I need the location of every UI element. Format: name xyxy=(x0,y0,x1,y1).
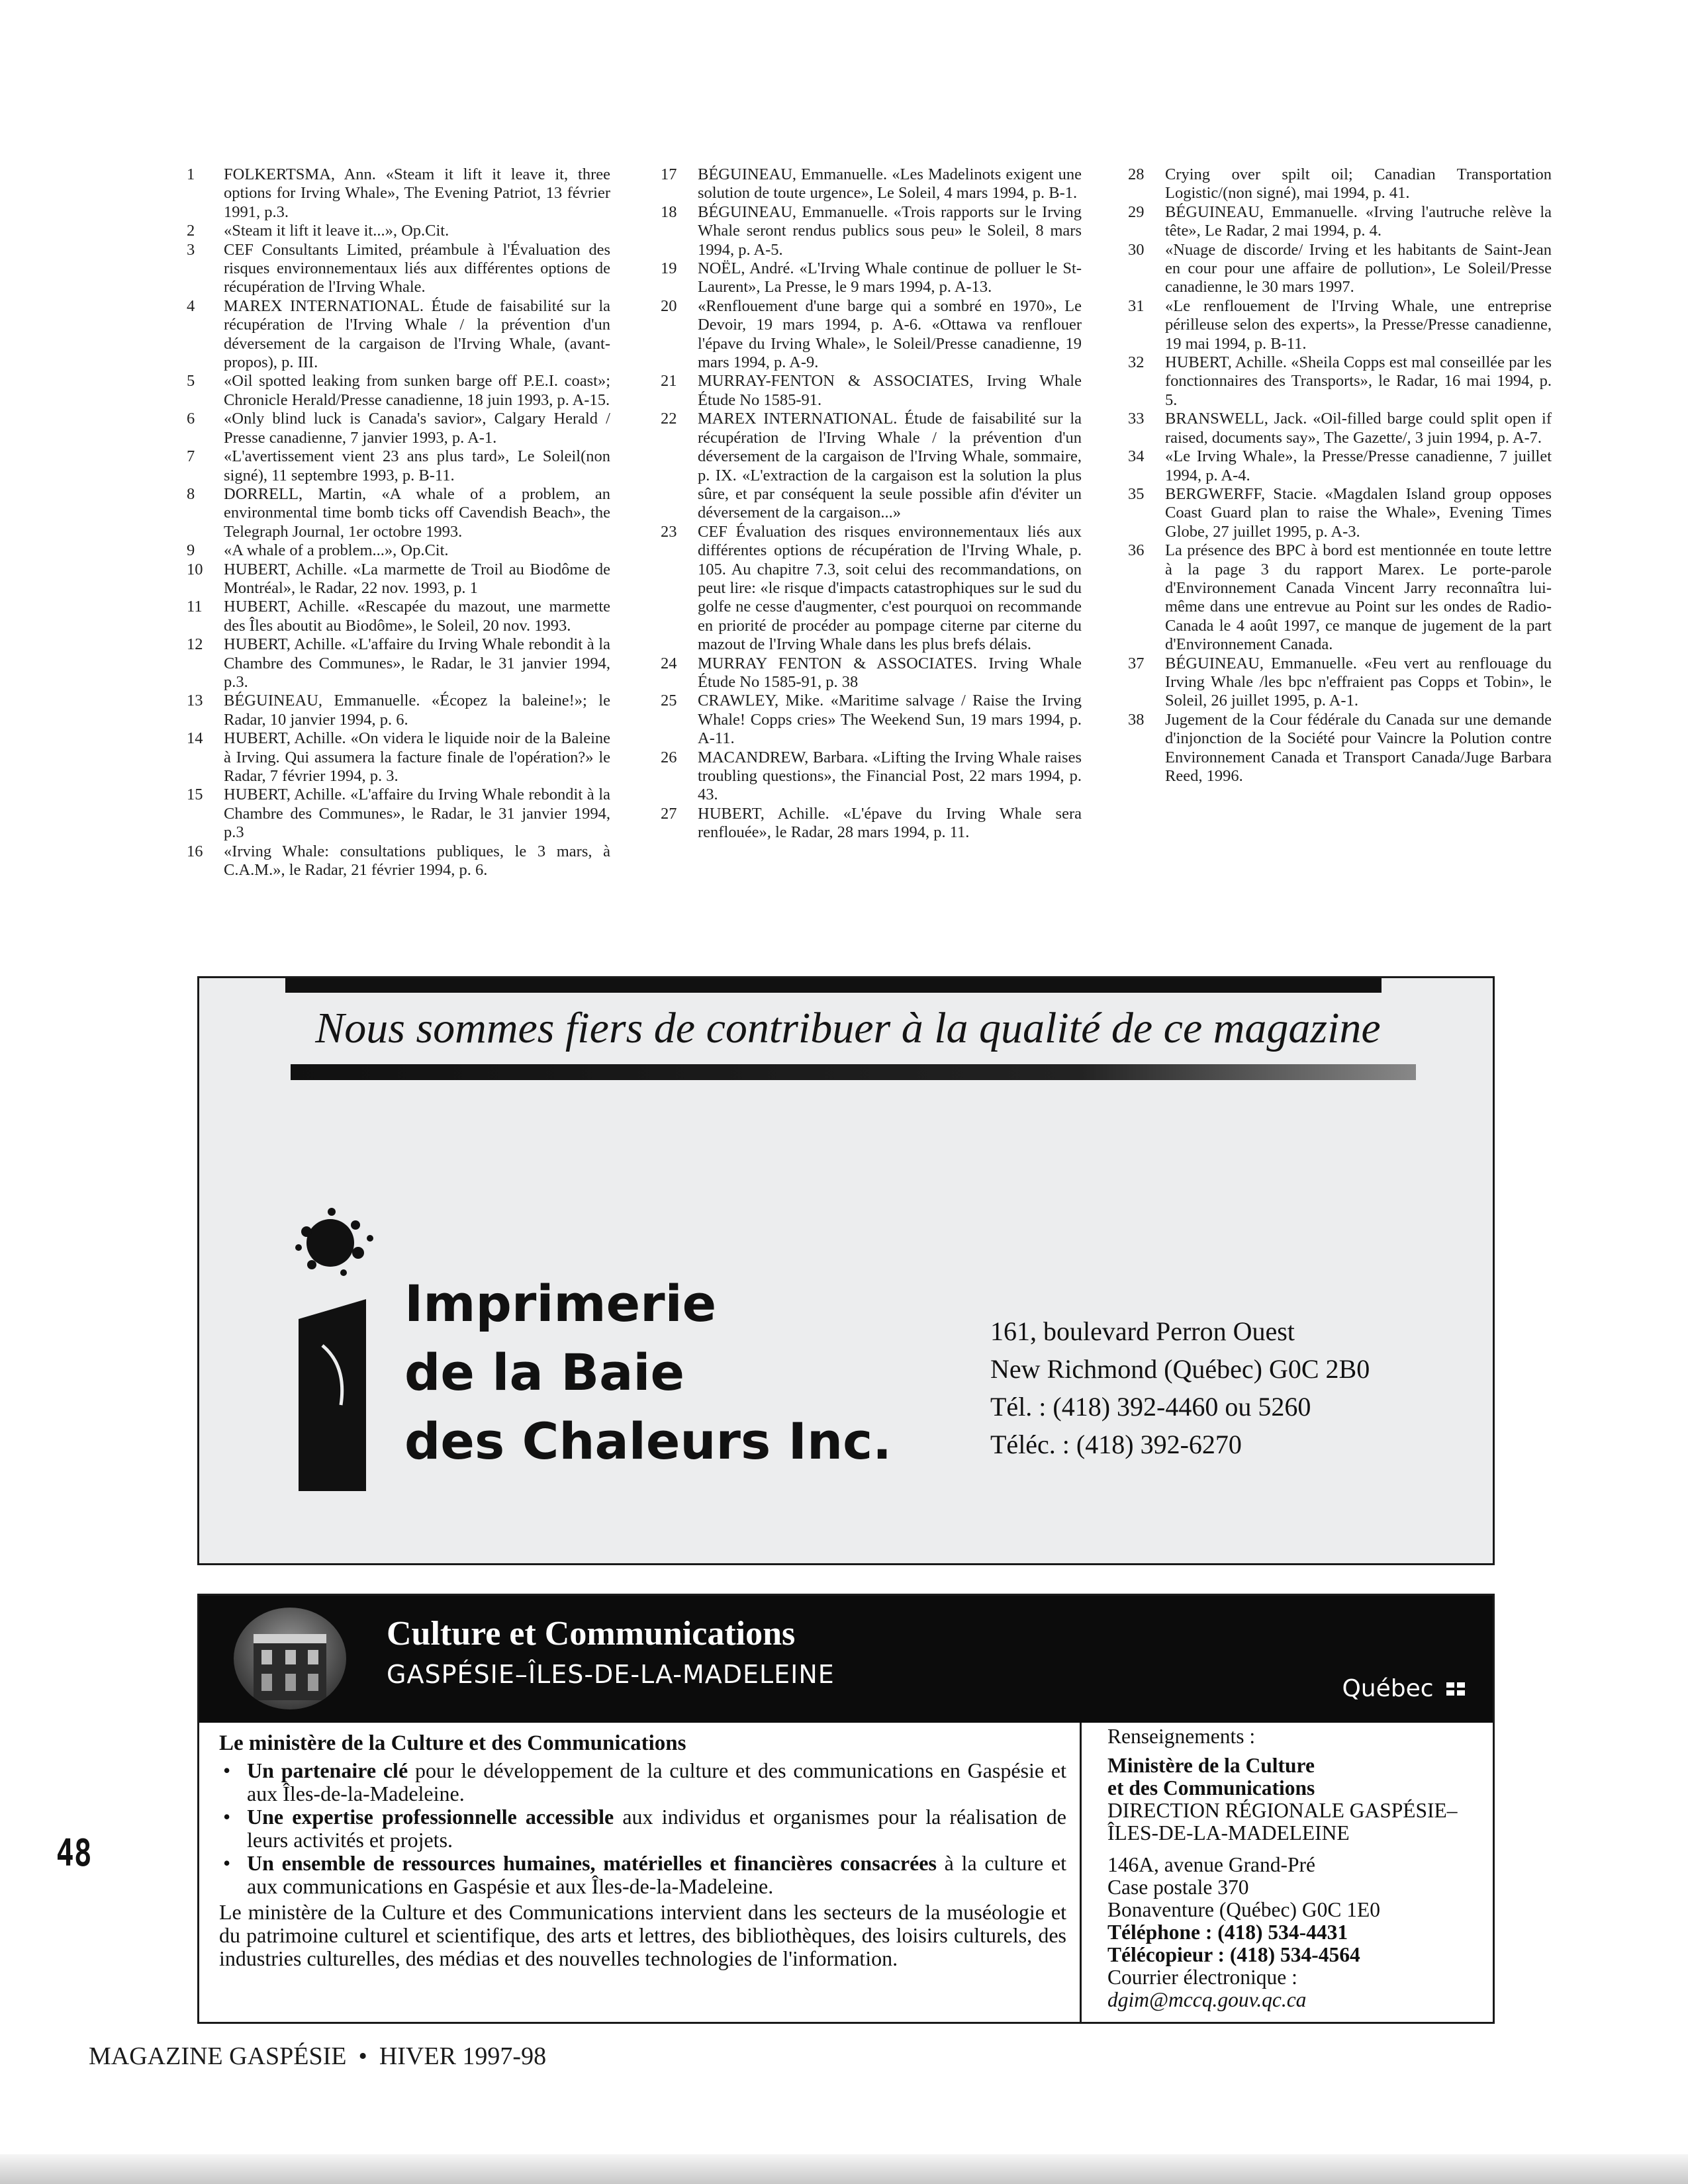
footnote-text: HUBERT, Achille. «On videra le liquide noir de la Baleine à Irving. Qui assumera la facture finale de l'opération?» le Radar, 7 février 1994, p. 3. xyxy=(224,729,610,785)
footnote-number: 34 xyxy=(1128,447,1145,466)
footnote xyxy=(661,259,1082,297)
footnote xyxy=(1128,297,1552,353)
footnote-number: 3 xyxy=(187,240,195,259)
org-name-1: Ministère de la Culture xyxy=(1107,1754,1315,1777)
footnote-text: «Irving Whale: consultations publiques, le 3 mars, à C.A.M.», le Radar, 21 février 1994, p. 6. xyxy=(224,842,610,880)
footnote-number: 15 xyxy=(187,786,203,804)
footnote xyxy=(187,410,610,447)
footnote-number: 5 xyxy=(187,372,195,390)
bullet-text: à la culture et aux communications en Gaspésie et aux Îles-de-la-Madeleine. xyxy=(247,1851,1067,1898)
footnote-number: 6 xyxy=(187,410,195,428)
footnote xyxy=(1128,655,1552,711)
city-postal: New Richmond (Québec) G0C 2B0 xyxy=(990,1354,1370,1384)
footnote-number: 11 xyxy=(187,598,203,616)
ad-divider-bar xyxy=(291,1064,1416,1080)
footnote xyxy=(1128,353,1552,410)
footnote xyxy=(1128,485,1552,541)
footnote-text: «Nuage de discorde/ Irving et les habitants de Saint-Jean en cour pour une affaire de pollution», Le Soleil/Presse canadienne, le 30 mars 1997. xyxy=(1165,240,1552,296)
footnote-number: 25 xyxy=(661,692,677,710)
footnote-text: DORRELL, Martin, «A whale of a problem, an environmental time bomb ticks off Cavendish Beach», the Telegraph Journal, 1er octobre 1993. xyxy=(224,484,610,541)
footnote xyxy=(187,447,610,485)
footnote xyxy=(187,729,610,786)
footnote-number: 31 xyxy=(1128,296,1145,315)
footnote-number: 9 xyxy=(187,541,195,560)
footnote-number: 26 xyxy=(661,748,677,766)
footnote xyxy=(187,241,610,297)
email-address[interactable]: dgim@mccq.gouv.qc.ca xyxy=(1107,1988,1307,2011)
footnote-text: HUBERT, Achille. «L'épave du Irving Whale sera renflouée», le Radar, 28 mars 1994, p. 11. xyxy=(698,804,1082,842)
footnote-number: 19 xyxy=(661,259,677,278)
org-name-2: et des Communications xyxy=(1107,1776,1315,1799)
email-label: Courrier électronique : xyxy=(1107,1966,1297,1989)
footnote xyxy=(187,692,610,729)
footnote-text: MAREX INTERNATIONAL. Étude de faisabilité sur la récupération de l'Irving Whale / la prévention d'un déversement de la cargaison de l'Irving Whale, sommaire, p. IX. «L'extraction de la cargaison est la solution la plus sûre, et par conséquent la seule possible afin d'éviter un déversement de la cargaison...» xyxy=(698,410,1082,522)
footnote xyxy=(661,165,1082,203)
footnote-number: 8 xyxy=(187,484,195,503)
footnote-number: 4 xyxy=(187,296,195,315)
footnote xyxy=(661,805,1082,842)
ad-title: Culture et Communications xyxy=(387,1615,796,1653)
footnote-text: BÉGUINEAU, Emmanuelle. «Trois rapports sur le Irving Whale seront rendus publics sous peu» le Soleil, 8 mars 1994, p. A-5. xyxy=(698,203,1082,259)
footnote-number: 13 xyxy=(187,692,203,710)
bullet-bold: Une expertise professionnelle accessible xyxy=(247,1805,614,1829)
footnote-text: «Le renflouement de l'Irving Whale, une entreprise périlleuse selon des experts», la Presse/Presse canadienne, 19 mai 1994, p. B-11. xyxy=(1165,296,1552,353)
footnote-number: 12 xyxy=(187,635,203,654)
street-address: 161, boulevard Perron Ouest xyxy=(990,1316,1295,1346)
footnote-text: HUBERT, Achille. «Rescapée du mazout, une marmette des Îles aboutit au Biodôme», le Soleil, 20 nov. 1993. xyxy=(224,598,610,635)
bullet-text: pour le développement de la culture et des communications en Gaspésie et aux Îles-de-la-Madeleine. xyxy=(247,1758,1067,1805)
footnote-text: MACANDREW, Barbara. «Lifting the Irving Whale raises troubling questions», the Financial Post, 22 mars 1994, p. 43. xyxy=(698,748,1082,804)
footnote-number: 2 xyxy=(187,222,195,240)
ad-slogan: Nous sommes fiers de contribuer à la qualité de ce magazine xyxy=(315,1004,1381,1052)
footnote-text: MURRAY-FENTON & ASSOCIATES, Irving Whale Étude No 1585-91. xyxy=(698,372,1082,409)
ad-subtitle: GASPÉSIE–ÎLES-DE-LA-MADELEINE xyxy=(387,1660,835,1689)
ministry-bullets xyxy=(219,1759,1066,1898)
footnote-text: «A whale of a problem...», Op.Cit. xyxy=(224,541,449,560)
footnote-text: «Le Irving Whale», la Presse/Presse canadienne, 7 juillet 1994, p. A-4. xyxy=(1165,447,1552,484)
email-line xyxy=(1107,1966,1485,2011)
company-name-line-2: de la Baie xyxy=(404,1343,685,1402)
footnote xyxy=(187,222,610,240)
footnote xyxy=(187,485,610,541)
company-address xyxy=(990,1312,1370,1463)
footnote xyxy=(187,598,610,635)
ministry-description xyxy=(219,1732,1066,1970)
company-name xyxy=(404,1269,892,1476)
footnote-number: 7 xyxy=(187,447,195,466)
footnotes-column-2 xyxy=(661,165,1082,842)
footnote-text: BRANSWELL, Jack. «Oil-filled barge could split open if raised, documents say», The Gazette/, 3 juin 1994, p. A-7. xyxy=(1165,410,1552,447)
bullet-item xyxy=(219,1805,1066,1852)
address-line-3: Bonaventure (Québec) G0C 1E0 xyxy=(1107,1898,1380,1921)
footnote-text: BERGWERFF, Stacie. «Magdalen Island group opposes Coast Guard plan to raise the Whale», Evening Times Globe, 27 juillet 1995, p. A-3. xyxy=(1165,484,1552,541)
footnote-text: MURRAY FENTON & ASSOCIATES. Irving Whale Étude No 1585-91, p. 38 xyxy=(698,654,1082,691)
footnote-number: 22 xyxy=(661,410,677,428)
footnote-text: «Only blind luck is Canada's savior», Calgary Herald / Presse canadienne, 7 janvier 1993, p. A-1. xyxy=(224,410,610,447)
footnote xyxy=(187,165,610,222)
footnote-text: «Oil spotted leaking from sunken barge off P.E.I. coast»; Chronicle Herald/Presse canadienne, 18 juin 1993, p. A-15. xyxy=(224,372,610,409)
footnote-number: 1 xyxy=(187,165,195,183)
magazine-name: MAGAZINE GASPÉSIE xyxy=(89,2042,347,2070)
footnote-number: 28 xyxy=(1128,165,1145,183)
ad-header xyxy=(199,1596,1493,1723)
footnote-text: «Steam it lift it leave it...», Op.Cit. xyxy=(224,222,449,240)
footnote-number: 27 xyxy=(661,804,677,823)
footnote-number: 17 xyxy=(661,165,677,183)
footnote xyxy=(1128,541,1552,654)
footnote xyxy=(1128,410,1552,447)
footnote-number: 24 xyxy=(661,654,677,672)
ad-top-bar xyxy=(285,978,1382,993)
issue-name: HIVER 1997-98 xyxy=(379,2042,547,2070)
imprimerie-logo-icon xyxy=(292,1206,378,1491)
footnote-text: HUBERT, Achille. «Sheila Copps est mal conseillée par les fonctionnaires des Transports», le Radar, 16 mai 1994, p. 5. xyxy=(1165,353,1552,409)
quebec-wordmark: Québec xyxy=(1342,1675,1434,1702)
footnote xyxy=(661,372,1082,410)
page-edge-shadow xyxy=(0,2154,1688,2184)
footer-bullet: • xyxy=(358,2042,367,2070)
column-divider xyxy=(1080,1723,1082,2024)
phone-number: Tél. : (418) 392-4460 ou 5260 xyxy=(990,1392,1311,1422)
footnote xyxy=(661,692,1082,748)
page-footer xyxy=(89,2042,546,2071)
building-photo xyxy=(234,1608,346,1709)
footnote-text: BÉGUINEAU, Emmanuelle. «Les Madelinots exigent une solution de toute urgence», Le Soleil, 4 mars 1994, p. B-1. xyxy=(698,165,1082,203)
footnote xyxy=(187,297,610,373)
footnote-text: HUBERT, Achille. «L'affaire du Irving Whale rebondit à la Chambre des Communes», le Radar, le 31 janvier 1994, p.3 xyxy=(224,786,610,842)
footnote xyxy=(661,297,1082,373)
footnotes-column-3 xyxy=(1128,165,1552,786)
footnote-number: 38 xyxy=(1128,710,1145,729)
footnote-number: 18 xyxy=(661,203,677,221)
footnote-number: 20 xyxy=(661,296,677,315)
telecopier: Télécopieur : (418) 534-4564 xyxy=(1107,1943,1360,1966)
footnote xyxy=(661,410,1082,522)
imprimerie-ad xyxy=(197,976,1495,1565)
footnote-number: 10 xyxy=(187,560,203,578)
footnote xyxy=(187,786,610,842)
footnote xyxy=(661,203,1082,259)
fleur-de-lis-flag-icon xyxy=(1446,1682,1466,1697)
footnote-text: MAREX INTERNATIONAL. Étude de faisabilité sur la récupération de l'Irving Whale / la prévention d'un déversement de la cargaison de l'Irving Whale, (avant-propos), p. III. xyxy=(224,296,610,372)
footnote-number: 21 xyxy=(661,372,677,390)
info-label: Renseignements : xyxy=(1107,1725,1256,1748)
footnote-text: La présence des BPC à bord est mentionnée en toute lettre à la page 3 du rapport Marex. Le porte-parole d'Environnement Canada Vincent Jarry reconnaîtra lui-même dans une entrevue au Point sur les ondes de Radio-Canada le 4 août 1997, ce manque de jugement de la part d'Environnement Canada. xyxy=(1165,541,1552,654)
footnote-text: HUBERT, Achille. «La marmette de Troil au Biodôme de Montréal», le Radar, 22 nov. 1993, p. 1 xyxy=(224,560,610,597)
footnote xyxy=(661,655,1082,692)
contact-info xyxy=(1107,1725,1485,2011)
footnote-number: 14 xyxy=(187,729,203,748)
footnote-number: 30 xyxy=(1128,240,1145,259)
footnote xyxy=(187,842,610,880)
bullet-bold: Un ensemble de ressources humaines, matérielles et financières consacrées xyxy=(247,1851,937,1875)
footnote-text: Jugement de la Cour fédérale du Canada sur une demande d'injonction de la Société pour Vaincre la Polution contre Environnement Canada et Transport Canada/Juge Barbara Reed, 1996. xyxy=(1165,710,1552,785)
footnote-text: «L'avertissement vient 23 ans plus tard», Le Soleil(non signé), 11 septembre 1993, p. B-11. xyxy=(224,447,610,484)
footnote-number: 29 xyxy=(1128,203,1145,221)
footnote xyxy=(187,561,610,598)
footnote-text: CRAWLEY, Mike. «Maritime salvage / Raise the Irving Whale! Copps cries» The Weekend Sun, 19 mars 1994, p. A-11. xyxy=(698,692,1082,748)
company-name-line-3: des Chaleurs Inc. xyxy=(404,1412,892,1471)
dept-name-1: DIRECTION RÉGIONALE GASPÉSIE– xyxy=(1107,1799,1458,1822)
footnote-number: 33 xyxy=(1128,410,1145,428)
bullet-text: aux individus et organismes pour la réalisation de leurs activités et projets. xyxy=(247,1805,1067,1852)
dept-name-2: ÎLES-DE-LA-MADELEINE xyxy=(1107,1821,1350,1844)
footnote-number: 32 xyxy=(1128,353,1145,372)
footnote xyxy=(187,541,610,560)
footnote xyxy=(661,749,1082,805)
telephone: Téléphone : (418) 534-4431 xyxy=(1107,1921,1348,1944)
footnote xyxy=(661,523,1082,655)
footnote-number: 37 xyxy=(1128,654,1145,672)
footnote-number: 36 xyxy=(1128,541,1145,560)
address-line-1: 146A, avenue Grand-Pré xyxy=(1107,1853,1316,1876)
footnote-text: NOËL, André. «L'Irving Whale continue de polluer le St-Laurent», La Presse, le 9 mars 1994, p. A-13. xyxy=(698,259,1082,296)
bullet-item xyxy=(219,1852,1066,1898)
footnote-text: Crying over spilt oil; Canadian Transportation Logistic/(non signé), mai 1994, p. 41. xyxy=(1165,165,1552,203)
footnote xyxy=(1128,711,1552,786)
footnote-text: «Renflouement d'une barge qui a sombré en 1970», Le Devoir, 19 mars 1994, p. A-6. «Ottawa va renflouer l'épave du Irving Whale», le Soleil/Presse canadienne, 19 mars 1994, p. A-9. xyxy=(698,296,1082,372)
footnote-text: BÉGUINEAU, Emmanuelle. «Irving l'autruche relève la tête», Le Radar, 2 mai 1994, p. 4. xyxy=(1165,203,1552,240)
ministry-paragraph: Le ministère de la Culture et des Communications intervient dans les secteurs de la muséologie et du patrimoine culturel et scientifique, des arts et lettres, des bibliothèques, des loisirs culturels, des industries culturelles, des médias et des nouvelles technologies de l'information. xyxy=(219,1900,1066,1970)
footnote-text: BÉGUINEAU, Emmanuelle. «Écopez la baleine!»; le Radar, 10 janvier 1994, p. 6. xyxy=(224,692,610,729)
culture-communications-ad xyxy=(197,1594,1495,2024)
footnote-number: 16 xyxy=(187,842,203,860)
footnote xyxy=(187,372,610,410)
footnote xyxy=(1128,241,1552,297)
footnote xyxy=(1128,203,1552,241)
footnote-text: CEF Consultants Limited, préambule à l'Évaluation des risques environnementaux liés aux différentes options de récupération de l'Irving Whale. xyxy=(224,240,610,296)
quebec-logo xyxy=(1342,1675,1466,1702)
footnote-text: HUBERT, Achille. «L'affaire du Irving Whale rebondit à la Chambre des Communes», le Radar, le 31 janvier 1994, p.3. xyxy=(224,635,610,691)
footnote-text: FOLKERTSMA, Ann. «Steam it lift it leave it, three options for Irving Whale», The Evening Patriot, 13 février 1991, p.3. xyxy=(224,165,610,221)
footnote xyxy=(1128,447,1552,485)
bullet-bold: Un partenaire clé xyxy=(247,1758,408,1782)
footnote-text: CEF Évaluation des risques environnementaux liés aux différentes options de récupération de l'Irving Whale, p. 105. Au chapitre 7.3, soit celui des recommandations, on peut lire: «le risque d'impacts catastrophiques sur le sud du golfe ne cesse d'augmenter, c'est pourquoi on recommande en priorité de procéder au pompage citerne par citerne du mazout de l'Irving Whale dans les plus brefs délais. xyxy=(698,522,1082,654)
address-line-2: Case postale 370 xyxy=(1107,1876,1249,1899)
footnotes-column-1 xyxy=(187,165,610,880)
footnote-text: BÉGUINEAU, Emmanuelle. «Feu vert au renflouage du Irving Whale /les bpc n'effraient pas Copps et Tobin», le Soleil, 26 juillet 1995, p. A-1. xyxy=(1165,654,1552,710)
footnote xyxy=(1128,165,1552,203)
footnote-number: 35 xyxy=(1128,484,1145,503)
bullet-item xyxy=(219,1759,1066,1805)
ministry-heading: Le ministère de la Culture et des Communications xyxy=(219,1731,686,1755)
page-number: 48 xyxy=(56,1832,92,1875)
footnote-number: 23 xyxy=(661,522,677,541)
footnote xyxy=(187,635,610,692)
fax-number: Téléc. : (418) 392-6270 xyxy=(990,1430,1242,1459)
company-name-line-1: Imprimerie xyxy=(404,1274,717,1333)
